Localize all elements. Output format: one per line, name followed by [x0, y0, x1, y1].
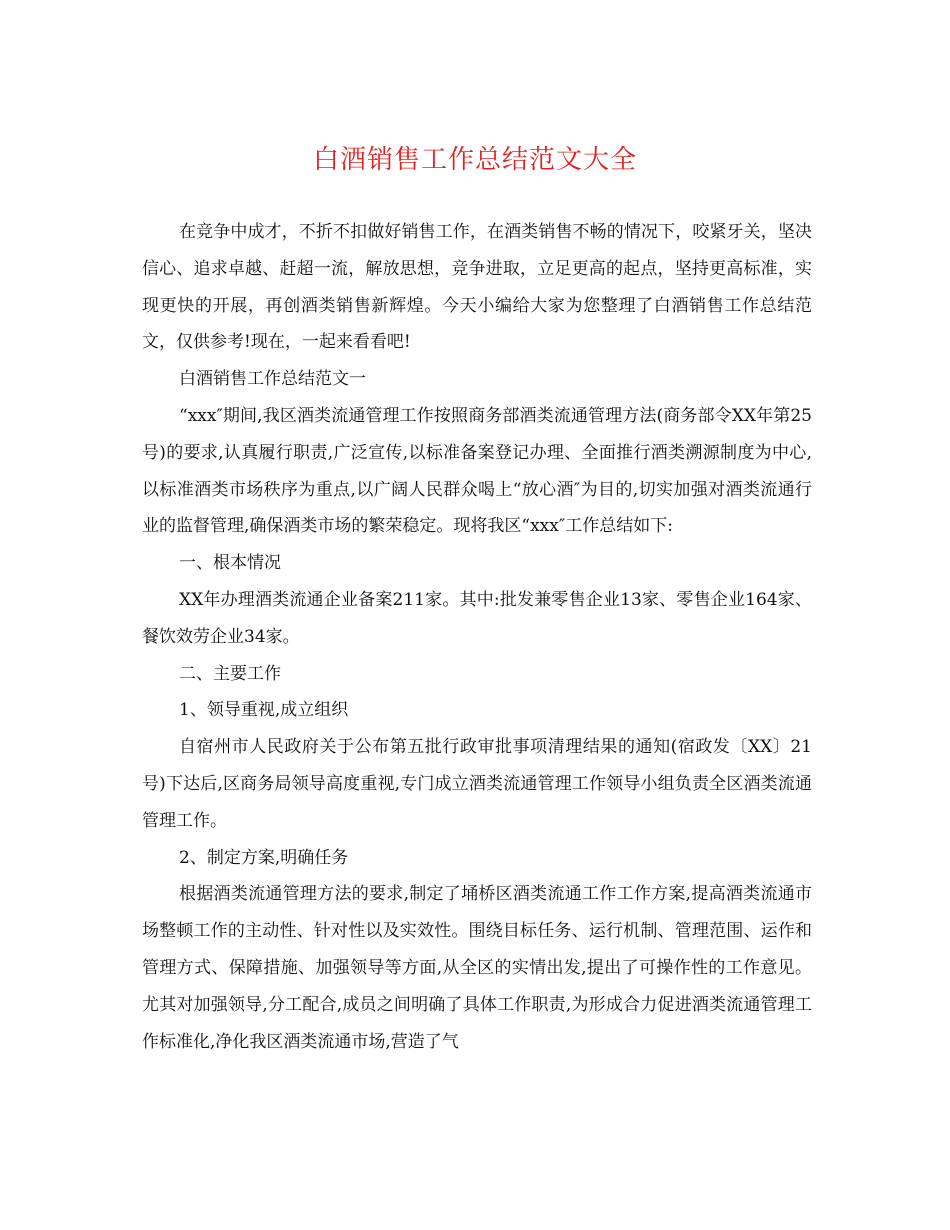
paragraph-plan: 根据酒类流通管理方法的要求,制定了埇桥区酒类流通工作工作方案,提高酒类流通市场整顿工作的主动性、针对性以及实效性。围绕目标任务、运行机制、管理范围、运作和管理方式、保障措施、加强领导等方面,从全区的实情出发,提出了可操作性的工作意见。尤其对加强领导,分工配合,成员之间明确了具体工作职责,为形成合力促进酒类流通管理工作标准化,净化我区酒类流通市场,营造了气: [142, 884, 812, 1052]
paragraph-registration-stats: XX年办理酒类流通企业备案211家。其中:批发兼零售企业13家、零售企业164家、餐饮效劳企业34家。: [142, 589, 812, 647]
subheading-leadership: 1、领导重视,成立组织: [179, 700, 349, 721]
paragraph-leadership: 自宿州市人民政府关于公布第五批行政审批事项清理结果的通知(宿政发〔XX〕21号)下达后,区商务局领导高度重视,专门成立酒类流通管理工作领导小组负责全区酒类流通管理工作。: [142, 737, 812, 831]
paragraph-overview: “xxx″期间,我区酒类流通管理工作按照商务部酒类流通管理方法(商务部令XX年第25号)的要求,认真履行职责,广泛宣传,以标准备案登记办理、全面推行酒类溯源制度为中心,以标准酒类市场秩序为重点,以广阔人民群众喝上“放心酒″为目的,切实加强对酒类流通行业的监督管理,确保酒类市场的繁荣稳定。现将我区“xxx″工作总结如下:: [142, 405, 812, 537]
document-body: [142, 214, 812, 1060]
document-title: 白酒销售工作总结范文大全: [312, 145, 637, 175]
section-heading-main-work: 二、主要工作: [179, 663, 281, 684]
paragraph-intro: 在竞争中成才，不折不扣做好销售工作，在酒类销售不畅的情况下，咬紧牙关，坚决信心、追求卓越、赶超一流，解放思想，竞争进取，立足更高的起点，坚持更高标准，实现更快的开展，再创酒类销售新辉煌。今天小编给大家为您整理了白酒销售工作总结范文，仅供参考!现在，一起来看看吧!: [142, 222, 812, 353]
section-heading-sample-one: 白酒销售工作总结范文一: [179, 369, 366, 390]
subheading-plan: 2、制定方案,明确任务: [179, 847, 349, 868]
section-heading-basic-situation: 一、根本情况: [179, 553, 281, 574]
